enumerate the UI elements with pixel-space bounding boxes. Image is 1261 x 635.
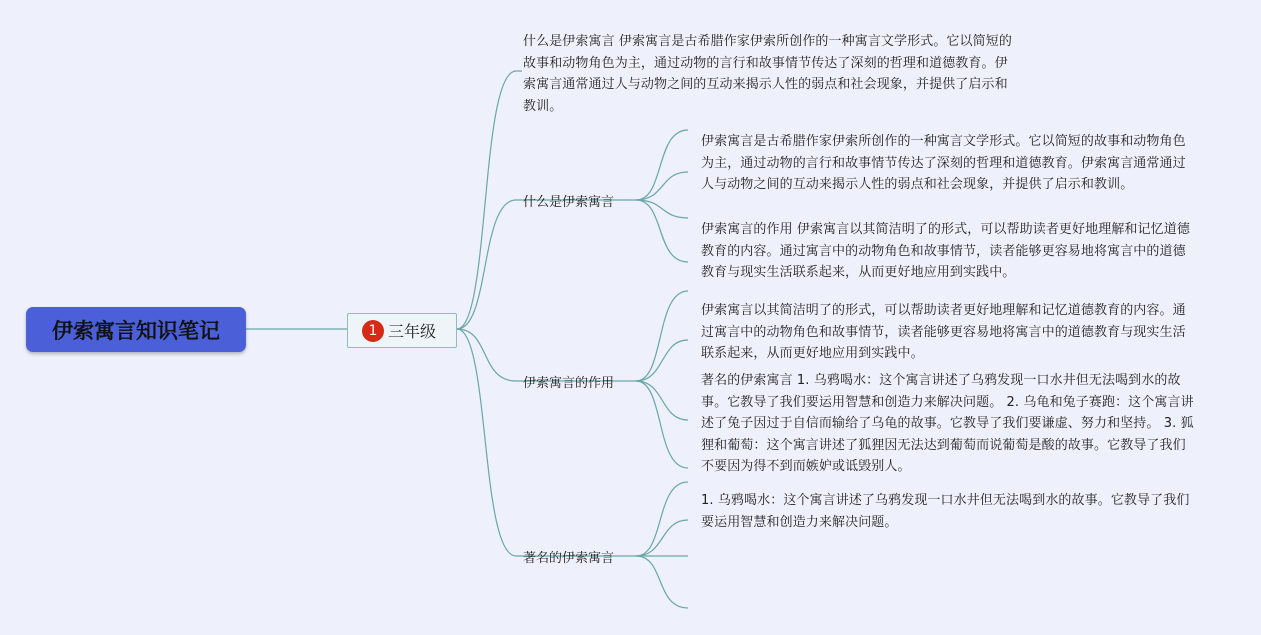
top-note[interactable]: 什么是伊索寓言 伊索寓言是古希腊作家伊索所创作的一种寓言文学形式。它以简短的故事和动物角色为主，通过动物的言行和故事情节传达了深刻的哲理和道德教育。伊索寓言通常通过人与动物之间的互动来揭示人性的弱点和社会现象，并提供了启示和教训。 <box>523 34 1012 114</box>
connector-sub-topnote <box>457 71 516 329</box>
priority-badge-icon: 1 <box>362 320 384 342</box>
connector-topic2-note1 <box>636 291 688 381</box>
subtopic-node[interactable] <box>347 313 457 348</box>
topic-famous[interactable]: 著名的伊索寓言 <box>523 551 615 566</box>
connector-topic2-note2 <box>636 381 688 468</box>
connector-topic1-note1 <box>636 130 688 200</box>
topic-purpose-note-2[interactable]: 著名的伊索寓言 1. 乌鸦喝水：这个寓言讲述了乌鸦发现一口水井但无法喝到水的故事。它教导了我们要运用智慧和创造力来解决问题。 2. 乌龟和兔子赛跑：这个寓言讲述了兔子因过于自信而输给了乌龟的故事。它教导了我们要谦虚、努力和坚持。 3. 狐狸和葡萄：这个寓言讲述了狐狸因无法达到葡萄而说葡萄是酸的故事。它教导了我们不要因为得不到而嫉妒或诋毁别人。 <box>701 373 1194 474</box>
topic-what-is[interactable]: 什么是伊索寓言 <box>523 195 615 210</box>
topic-purpose-note-1[interactable]: 伊索寓言以其简洁明了的形式，可以帮助读者更好地理解和记忆道德教育的内容。通过寓言中的动物角色和故事情节，读者能够更容易地将寓言中的道德教育与现实生活联系起来，从而更好地应用到实践中。 <box>701 303 1186 361</box>
topic-what-is-note-2[interactable]: 伊索寓言的作用 伊索寓言以其简洁明了的形式，可以帮助读者更好地理解和记忆道德教育的内容。通过寓言中的动物角色和故事情节，读者能够更容易地将寓言中的道德教育与现实生活联系起来，从而更好地应用到实践中。 <box>701 222 1190 280</box>
root-node[interactable] <box>26 307 246 352</box>
subtopic-label: 三年级 <box>388 322 437 341</box>
topic-what-is-note-1[interactable]: 伊索寓言是古希腊作家伊索所创作的一种寓言文学形式。它以简短的故事和动物角色为主，通过动物的言行和故事情节传达了深刻的哲理和道德教育。伊索寓言通常通过人与动物之间的互动来揭示人性的弱点和社会现象，并提供了启示和教训。 <box>701 134 1186 192</box>
connector-sub-topic3 <box>457 329 516 556</box>
connector-topic3-note1 <box>636 482 688 556</box>
topic-purpose[interactable]: 伊索寓言的作用 <box>523 376 615 391</box>
topic-famous-note-1[interactable]: 1. 乌鸦喝水：这个寓言讲述了乌鸦发现一口水井但无法喝到水的故事。它教导了我们要运用智慧和创造力来解决问题。 <box>701 493 1190 530</box>
root-title: 伊索寓言知识笔记 <box>52 318 220 343</box>
connector-sub-topic1 <box>457 200 516 329</box>
